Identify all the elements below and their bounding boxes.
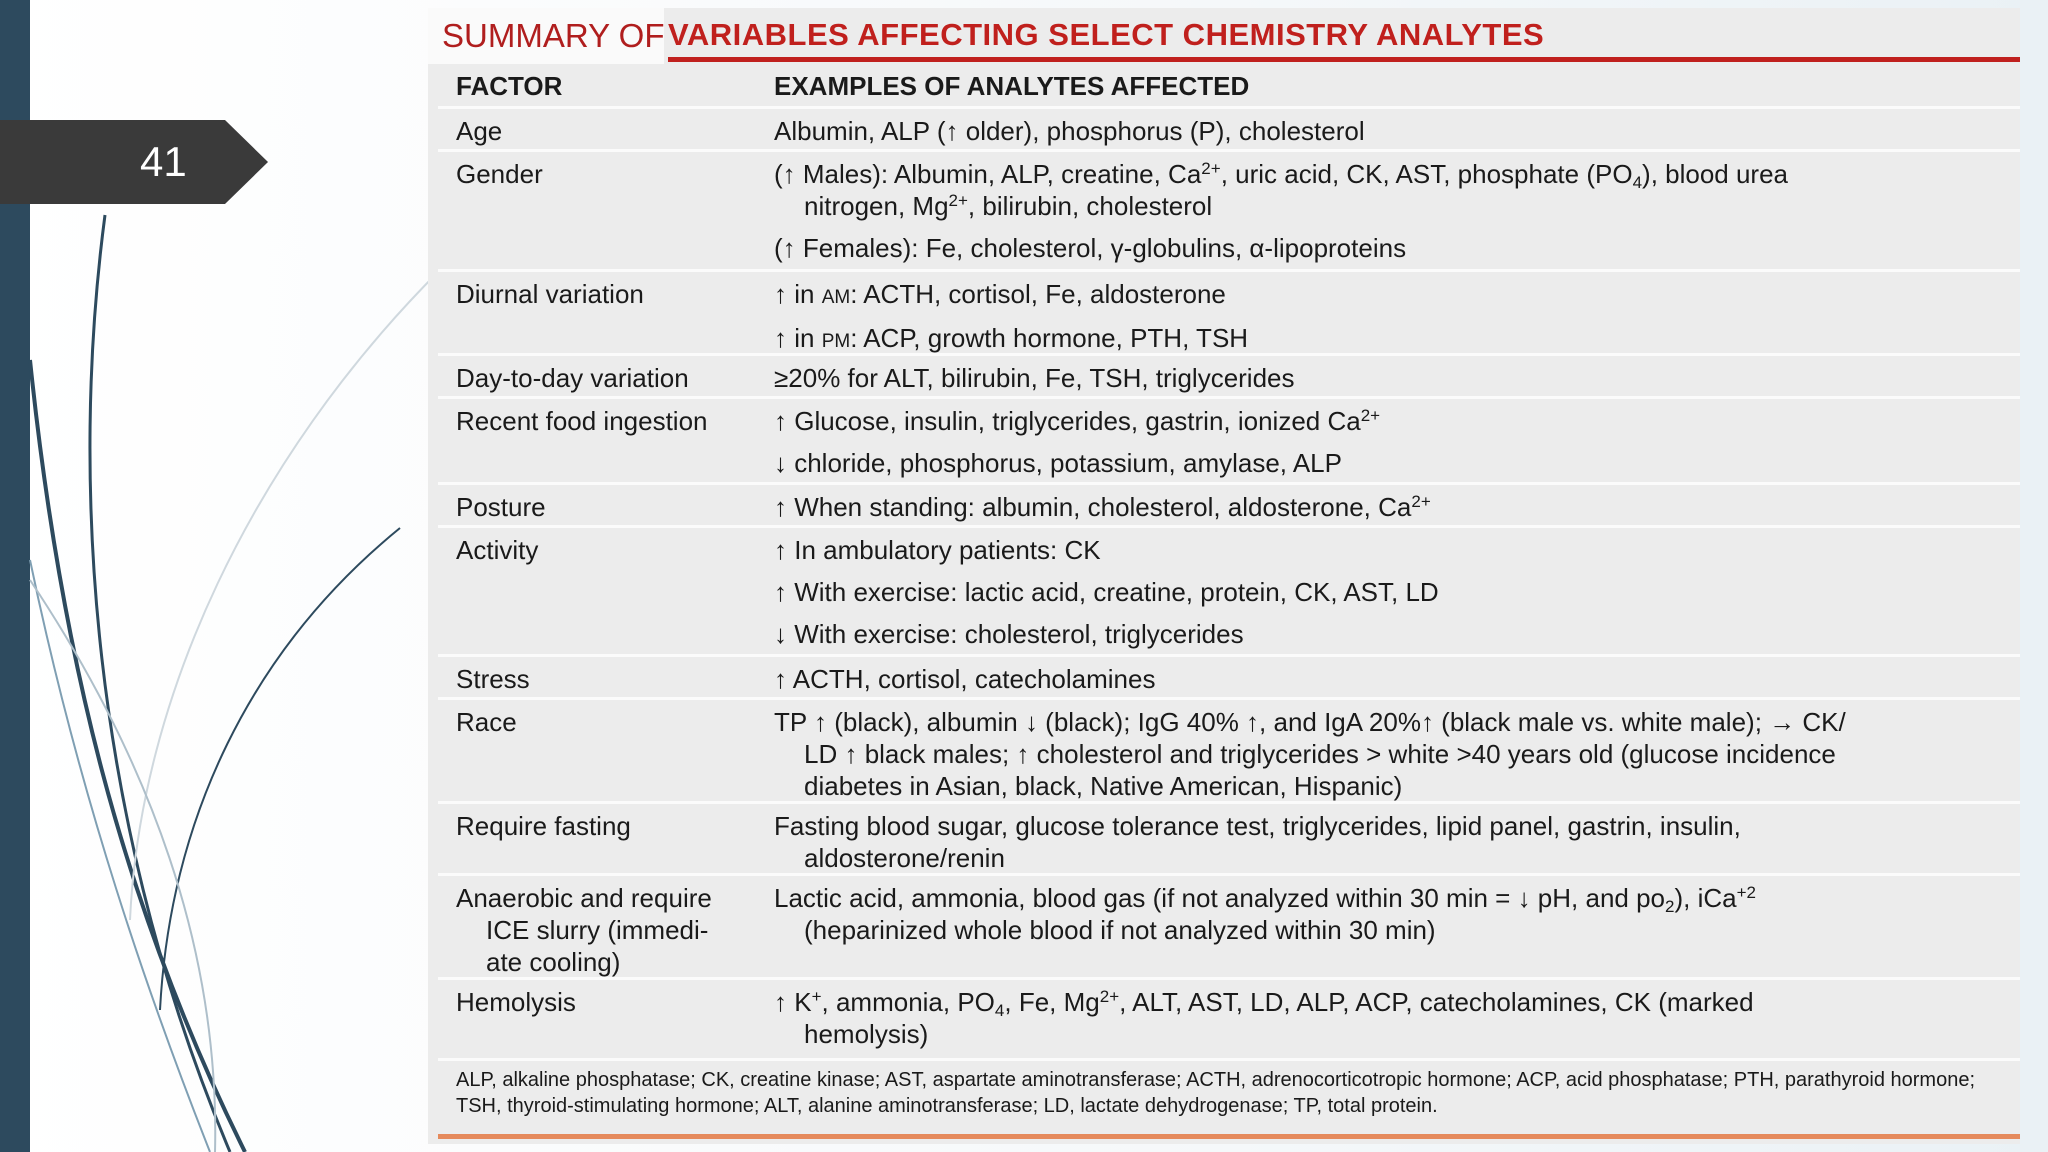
factor-cell: Day-to-day variation (456, 363, 689, 393)
factor-cell: Stress (456, 664, 530, 694)
table-row-gender (438, 149, 2020, 269)
table-row-activity (438, 525, 2020, 654)
table-row-day-to-day (438, 353, 2020, 396)
factor-cell: Anaerobic and require ICE slurry (immedi- ate cooling) (456, 883, 712, 977)
examples-cell (774, 115, 2004, 147)
examples-cell (774, 158, 2004, 264)
factor-cell: Posture (456, 492, 546, 522)
examples-cell (774, 405, 2004, 479)
table-row-anaerobic (438, 873, 2020, 977)
example-line: Lactic acid, ammonia, blood gas (if not analyzed within 30 min = ↓ pH, and $po_2$), iCa$^{+2}$ (heparinized whole blood if not analyzed within 30 min) (774, 883, 1756, 945)
title-prefix: SUMMARY OF (428, 8, 664, 64)
examples-cell (774, 810, 2004, 874)
title-rule (668, 57, 2020, 62)
example-line: ↑ In ambulatory patients: CK (774, 535, 1101, 565)
example-line: ≥20% for ALT, bilirubin, Fe, TSH, triglycerides (774, 363, 1295, 393)
table-header-row (438, 66, 2020, 106)
example-line: (↑ Females): Fe, cholesterol, γ-globulins, α-lipoproteins (774, 233, 1407, 263)
factor-cell: Age (456, 116, 503, 146)
header-examples: EXAMPLES OF ANALYTES AFFECTED (774, 71, 1250, 101)
table-row-require-fasting (438, 801, 2020, 873)
example-line: ↑ ACTH, cortisol, catecholamines (774, 664, 1156, 694)
example-line: Albumin, ALP (↑ older), phosphorus (P), cholesterol (774, 116, 1365, 146)
bottom-rule (438, 1134, 2020, 1139)
examples-cell (774, 491, 2004, 523)
factor-cell: Hemolysis (456, 987, 576, 1017)
table-title: VARIABLES AFFECTING SELECT CHEMISTRY ANALYTES (668, 17, 1545, 52)
example-line: ↑ in AM: ACTH, cortisol, Fe, aldosterone (774, 279, 1226, 309)
examples-cell (774, 882, 2004, 946)
slide-number: 41 (140, 138, 187, 185)
factor-cell: Recent food ingestion (456, 406, 708, 436)
table-row-hemolysis (438, 977, 2020, 1058)
example-line: ↑ Glucose, insulin, triglycerides, gastrin, ionized $Ca^{2+}$ (774, 406, 1381, 436)
factor-cell: Race (456, 707, 517, 737)
example-line: ↑ in PM: ACP, growth hormone, PTH, TSH (774, 323, 1249, 353)
factor-cell: Activity (456, 535, 539, 565)
examples-cell (774, 278, 2004, 358)
factor-cell: Diurnal variation (456, 279, 644, 309)
header-factor: FACTOR (456, 71, 563, 101)
table-row-diurnal (438, 269, 2020, 353)
table-row-age (438, 106, 2020, 149)
table-row-race (438, 697, 2020, 801)
footnote-text: ALP, alkaline phosphatase; CK, creatine kinase; AST, aspartate aminotransferase; ACTH, adrenocorticotropic hormone; ACP, acid phosphatase; PTH, parathyroid hormone; TSH, thyroid-stimulating hormone; ALT, alanine aminotransferase; LD, lactate dehydrogenase; TP, total protein. (456, 1069, 1975, 1117)
table-row-stress (438, 654, 2020, 697)
example-line: ↓ With exercise: cholesterol, triglycerides (774, 619, 1244, 649)
examples-cell (774, 986, 2004, 1050)
table-row-posture (438, 482, 2020, 525)
examples-cell (774, 362, 2004, 394)
factor-cell: Gender (456, 159, 543, 189)
table-row-recent-food (438, 396, 2020, 482)
example-line: ↑ With exercise: lactic acid, creatine, protein, CK, AST, LD (774, 577, 1439, 607)
example-line: ↑ When standing: albumin, cholesterol, aldosterone, $Ca^{2+}$ (774, 492, 1431, 522)
examples-cell (774, 706, 2004, 802)
examples-cell (774, 534, 2004, 650)
analytes-table (438, 66, 2020, 1140)
examples-cell (774, 663, 2004, 695)
table-footnote (438, 1058, 2020, 1140)
example-line: ↓ chloride, phosphorus, potassium, amylase, ALP (774, 448, 1342, 478)
factor-cell: Require fasting (456, 811, 631, 841)
example-line: Fasting blood sugar, glucose tolerance test, triglycerides, lipid panel, gastrin, insulin, aldosterone/renin (774, 811, 1741, 873)
example-line: TP ↑ (black), albumin ↓ (black); IgG 40% ↑, and IgA 20%↑ (black male vs. white male); → CK/ LD ↑ black males; ↑ cholesterol and triglycerides > white >40 years old (glucose incidence diabetes in Asian, black, Native American, Hispanic) (774, 707, 1846, 801)
example-line: (↑ Males): Albumin, ALP, creatine, $Ca^{2+}$, uric acid, CK, AST, phosphate $(PO_4)$, blood urea nitrogen, $Mg^{2+}$, bilirubin, cholesterol (774, 159, 1789, 221)
example-line: ↑ K+, ammonia, $PO_4$, Fe, $Mg^{2+}$, ALT, AST, LD, ALP, ACP, catecholamines, CK (marked hemolysis) (774, 987, 1754, 1049)
